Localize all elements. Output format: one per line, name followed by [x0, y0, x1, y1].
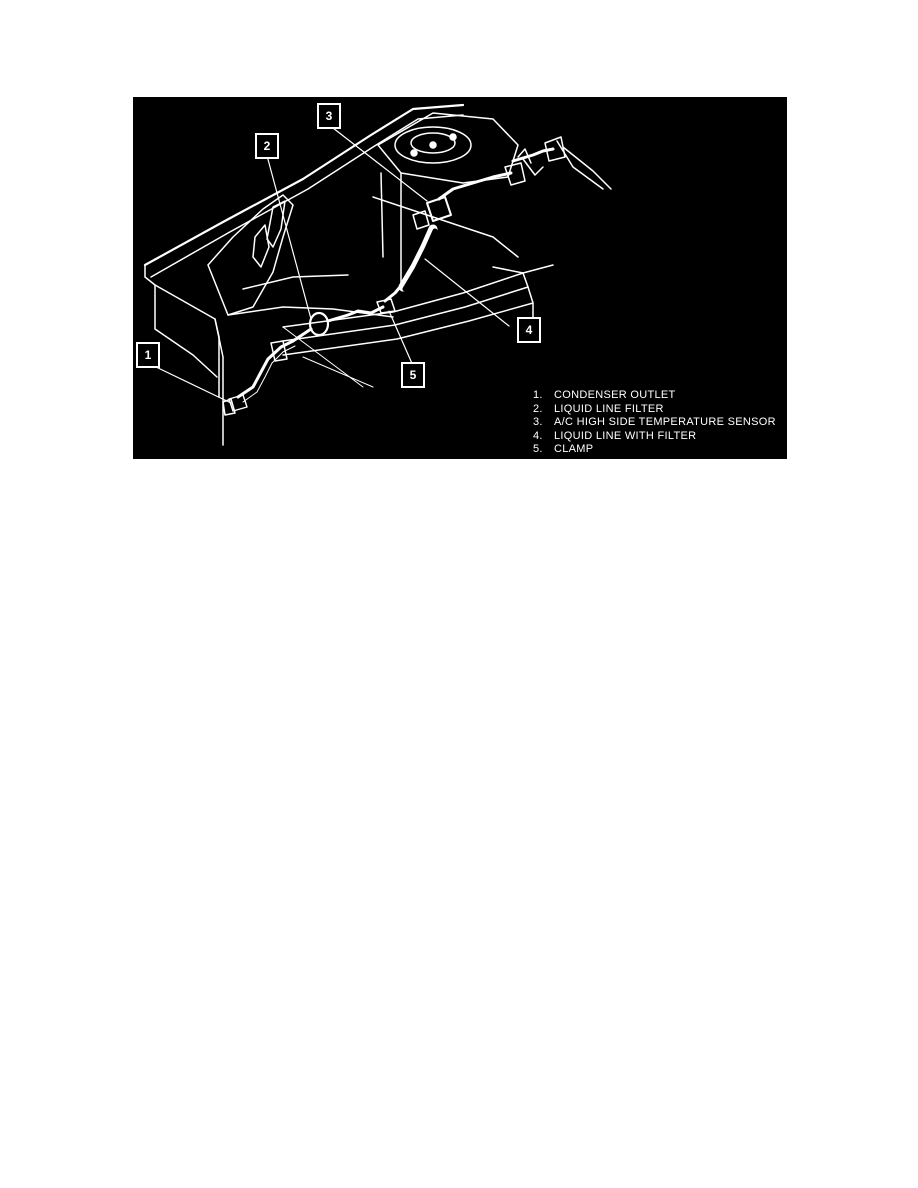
component-location-figure: [133, 97, 787, 459]
legend-text: CLAMP: [554, 443, 594, 455]
legend-text: LIQUID LINE FILTER: [554, 402, 664, 415]
legend-item: [533, 416, 776, 430]
legend-number: 4.: [533, 429, 543, 442]
legend-number: 1.: [533, 389, 543, 401]
callout-5-clamp: 5: [401, 362, 425, 388]
callout-3-high-side-temperature-sensor: 3: [317, 103, 341, 129]
legend-text: CONDENSER OUTLET: [554, 389, 676, 401]
legend-number: 2.: [533, 402, 543, 415]
legend-text: LIQUID LINE WITH FILTER: [554, 429, 697, 442]
legend-item: [533, 389, 776, 403]
legend-number: 5.: [533, 443, 543, 455]
callout-4-liquid-line-with-filter: 4: [517, 317, 541, 343]
legend-number: 3.: [533, 416, 543, 428]
legend-item: [533, 443, 776, 457]
component-legend: [533, 389, 776, 457]
callout-1-condenser-outlet: 1: [136, 342, 160, 368]
legend-item: [533, 403, 776, 417]
legend-item: [533, 430, 776, 444]
legend-text: A/C HIGH SIDE TEMPERATURE SENSOR: [554, 416, 776, 428]
callout-2-liquid-line-filter: 2: [255, 133, 279, 159]
